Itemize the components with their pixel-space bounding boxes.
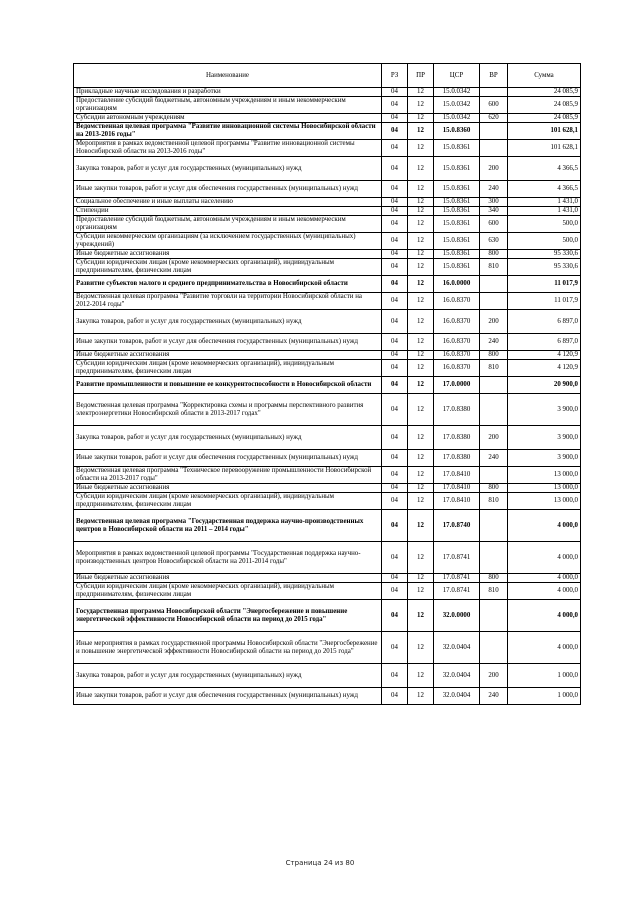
row-name: Иные закупки товаров, работ и услуг для обеспечения государственных (муниципальных) нужд	[74, 450, 382, 467]
header-name: Наименование	[74, 64, 382, 88]
row-rz: 04	[382, 97, 408, 114]
row-vr: 800	[480, 351, 508, 360]
row-rz: 04	[382, 600, 408, 632]
row-vr: 240	[480, 688, 508, 705]
row-rz: 04	[382, 88, 408, 97]
row-name: Иные бюджетные ассигнования	[74, 574, 382, 583]
row-rz: 04	[382, 467, 408, 484]
row-rz: 04	[382, 140, 408, 157]
row-csr: 16.0.0000	[434, 276, 480, 293]
table-row	[74, 583, 581, 600]
row-rz: 04	[382, 351, 408, 360]
row-vr: 810	[480, 493, 508, 510]
row-vr	[480, 510, 508, 542]
row-sum: 20 900,0	[508, 377, 581, 394]
table-row	[74, 157, 581, 181]
row-pr: 12	[408, 216, 434, 233]
row-csr: 17.0.8741	[434, 574, 480, 583]
row-sum: 4 000,0	[508, 600, 581, 632]
table-row	[74, 97, 581, 114]
header-pr: ПР	[408, 64, 434, 88]
row-sum: 11 017,9	[508, 293, 581, 310]
row-csr: 17.0.8741	[434, 542, 480, 574]
row-csr: 17.0.8380	[434, 426, 480, 450]
row-pr: 12	[408, 207, 434, 216]
row-rz: 04	[382, 450, 408, 467]
row-sum: 3 900,0	[508, 394, 581, 426]
row-vr: 600	[480, 97, 508, 114]
row-sum: 95 330,6	[508, 250, 581, 259]
row-name: Ведомственная целевая программа "Техническое перевооружение промышленности Новосибирской области на 2013-2017 годы"	[74, 467, 382, 484]
row-csr: 15.0.8360	[434, 123, 480, 140]
row-csr: 15.0.8361	[434, 259, 480, 276]
row-sum: 101 628,1	[508, 123, 581, 140]
row-pr: 12	[408, 140, 434, 157]
row-sum: 13 000,0	[508, 493, 581, 510]
row-sum: 4 000,0	[508, 583, 581, 600]
row-sum: 3 900,0	[508, 450, 581, 467]
row-sum: 4 120,9	[508, 351, 581, 360]
row-csr: 17.0.8410	[434, 484, 480, 493]
table-row	[74, 310, 581, 334]
header-vr: ВР	[480, 64, 508, 88]
table-header-row	[74, 64, 581, 88]
row-csr: 17.0.8410	[434, 467, 480, 484]
row-vr	[480, 293, 508, 310]
row-vr	[480, 542, 508, 574]
table-row	[74, 181, 581, 198]
row-name: Прикладные научные исследования и разработки	[74, 88, 382, 97]
row-name: Ведомственная целевая программа "Развитие инновационной системы Новосибирской области на 2013-2016 годы"	[74, 123, 382, 140]
row-name: Мероприятия в рамках ведомственной целевой программы "Государственная поддержка научно-производственных центров Новосибирской области на 2011-2014 годы"	[74, 542, 382, 574]
row-pr: 12	[408, 351, 434, 360]
row-name: Развитие промышленности и повышение ее конкурентоспособности в Новосибирской области	[74, 377, 382, 394]
row-name: Субсидии юридическим лицам (кроме некоммерческих организаций), индивидуальным предпринимателям, физическим лицам	[74, 493, 382, 510]
row-pr: 12	[408, 276, 434, 293]
row-vr: 200	[480, 310, 508, 334]
row-name: Иные закупки товаров, работ и услуг для обеспечения государственных (муниципальных) нужд	[74, 334, 382, 351]
row-name: Закупка товаров, работ и услуг для государственных (муниципальных) нужд	[74, 310, 382, 334]
row-pr: 12	[408, 394, 434, 426]
row-pr: 12	[408, 88, 434, 97]
row-name: Иные закупки товаров, работ и услуг для обеспечения государственных (муниципальных) нужд	[74, 688, 382, 705]
row-vr: 630	[480, 233, 508, 250]
row-rz: 04	[382, 123, 408, 140]
row-vr	[480, 140, 508, 157]
row-sum: 1 431,0	[508, 207, 581, 216]
row-sum: 1 000,0	[508, 664, 581, 688]
row-pr: 12	[408, 157, 434, 181]
row-rz: 04	[382, 216, 408, 233]
row-rz: 04	[382, 334, 408, 351]
row-rz: 04	[382, 426, 408, 450]
table-row	[74, 233, 581, 250]
row-pr: 12	[408, 688, 434, 705]
row-pr: 12	[408, 583, 434, 600]
row-name: Субсидии некоммерческим организациям (за исключением государственных (муниципальных) учреждений)	[74, 233, 382, 250]
row-csr: 16.0.8370	[434, 310, 480, 334]
table-row	[74, 664, 581, 688]
table-row	[74, 510, 581, 542]
row-csr: 32.0.0404	[434, 664, 480, 688]
row-rz: 04	[382, 493, 408, 510]
row-pr: 12	[408, 600, 434, 632]
row-sum: 95 330,6	[508, 259, 581, 276]
table-row	[74, 467, 581, 484]
row-rz: 04	[382, 293, 408, 310]
row-name: Стипендии	[74, 207, 382, 216]
row-csr: 17.0.8740	[434, 510, 480, 542]
row-name: Иные бюджетные ассигнования	[74, 351, 382, 360]
table-body	[74, 88, 581, 705]
row-rz: 04	[382, 360, 408, 377]
row-name: Иные бюджетные ассигнования	[74, 250, 382, 259]
row-csr: 17.0.0000	[434, 377, 480, 394]
row-csr: 15.0.8361	[434, 198, 480, 207]
row-pr: 12	[408, 426, 434, 450]
row-pr: 12	[408, 664, 434, 688]
header-rz: РЗ	[382, 64, 408, 88]
table-row	[74, 484, 581, 493]
row-vr: 810	[480, 360, 508, 377]
header-sum: Сумма	[508, 64, 581, 88]
row-pr: 12	[408, 233, 434, 250]
row-pr: 12	[408, 293, 434, 310]
row-rz: 04	[382, 574, 408, 583]
row-rz: 04	[382, 664, 408, 688]
row-rz: 04	[382, 276, 408, 293]
table-row	[74, 259, 581, 276]
table-row	[74, 351, 581, 360]
table-row	[74, 140, 581, 157]
row-csr: 15.0.0342	[434, 88, 480, 97]
row-sum: 13 000,0	[508, 467, 581, 484]
row-name: Государственная программа Новосибирской области "Энергосбережение и повышение энергетической эффективности Новосибирской области на период до 2015 года"	[74, 600, 382, 632]
table-row	[74, 360, 581, 377]
row-csr: 15.0.8361	[434, 157, 480, 181]
row-rz: 04	[382, 394, 408, 426]
table-row	[74, 250, 581, 259]
row-pr: 12	[408, 334, 434, 351]
row-sum: 4 000,0	[508, 574, 581, 583]
row-rz: 04	[382, 250, 408, 259]
row-vr: 800	[480, 574, 508, 583]
row-csr: 15.0.8361	[434, 250, 480, 259]
table-row	[74, 493, 581, 510]
row-name: Субсидии юридическим лицам (кроме некоммерческих организаций), индивидуальным предпринимателям, физическим лицам	[74, 259, 382, 276]
row-vr: 200	[480, 157, 508, 181]
row-name: Мероприятия в рамках ведомственной целевой программы "Развитие инновационной системы Новосибирской области на 2013-2016 годы"	[74, 140, 382, 157]
row-vr	[480, 123, 508, 140]
row-pr: 12	[408, 542, 434, 574]
table-row	[74, 207, 581, 216]
row-vr	[480, 632, 508, 664]
row-name: Предоставление субсидий бюджетным, автономным учреждениям и иным некоммерческим организациям	[74, 97, 382, 114]
table-row	[74, 198, 581, 207]
page-footer: Страница 24 из 80	[285, 859, 355, 867]
row-csr: 32.0.0404	[434, 688, 480, 705]
row-csr: 17.0.8380	[434, 450, 480, 467]
row-vr	[480, 600, 508, 632]
row-sum: 4 120,9	[508, 360, 581, 377]
table-row	[74, 114, 581, 123]
row-rz: 04	[382, 310, 408, 334]
row-name: Иные закупки товаров, работ и услуг для обеспечения государственных (муниципальных) нужд	[74, 181, 382, 198]
row-pr: 12	[408, 360, 434, 377]
row-pr: 12	[408, 114, 434, 123]
budget-table	[73, 63, 581, 705]
row-vr: 240	[480, 334, 508, 351]
row-name: Субсидии юридическим лицам (кроме некоммерческих организаций), индивидуальным предпринимателям, физическим лицам	[74, 360, 382, 377]
row-sum: 1 431,0	[508, 198, 581, 207]
row-csr: 16.0.8370	[434, 360, 480, 377]
row-pr: 12	[408, 259, 434, 276]
row-pr: 12	[408, 97, 434, 114]
row-csr: 16.0.8370	[434, 351, 480, 360]
row-csr: 15.0.8361	[434, 140, 480, 157]
row-vr: 800	[480, 250, 508, 259]
row-rz: 04	[382, 688, 408, 705]
row-name: Предоставление субсидий бюджетным, автономным учреждениям и иным некоммерческим организациям	[74, 216, 382, 233]
row-rz: 04	[382, 114, 408, 123]
row-sum: 4 000,0	[508, 510, 581, 542]
row-vr: 810	[480, 259, 508, 276]
row-csr: 15.0.0342	[434, 97, 480, 114]
row-name: Ведомственная целевая программа "Государственная поддержка научно-производственных центров в Новосибирской области на 2011 – 2014 годы"	[74, 510, 382, 542]
row-name: Закупка товаров, работ и услуг для государственных (муниципальных) нужд	[74, 157, 382, 181]
row-sum: 3 900,0	[508, 426, 581, 450]
row-sum: 24 085,9	[508, 88, 581, 97]
table-row	[74, 426, 581, 450]
row-name: Иные бюджетные ассигнования	[74, 484, 382, 493]
row-vr: 240	[480, 181, 508, 198]
row-name: Закупка товаров, работ и услуг для государственных (муниципальных) нужд	[74, 426, 382, 450]
row-vr: 620	[480, 114, 508, 123]
row-vr: 200	[480, 664, 508, 688]
row-name: Социальное обеспечение и иные выплаты населению	[74, 198, 382, 207]
row-vr: 810	[480, 583, 508, 600]
row-csr: 16.0.8370	[434, 293, 480, 310]
row-sum: 24 085,9	[508, 97, 581, 114]
row-name: Субсидии юридическим лицам (кроме некоммерческих организаций), индивидуальным предпринимателям, физическим лицам	[74, 583, 382, 600]
row-csr: 32.0.0000	[434, 600, 480, 632]
row-sum: 24 085,9	[508, 114, 581, 123]
row-pr: 12	[408, 377, 434, 394]
row-rz: 04	[382, 583, 408, 600]
row-vr: 200	[480, 426, 508, 450]
row-rz: 04	[382, 510, 408, 542]
row-pr: 12	[408, 450, 434, 467]
row-csr: 17.0.8410	[434, 493, 480, 510]
row-pr: 12	[408, 198, 434, 207]
row-pr: 12	[408, 181, 434, 198]
row-rz: 04	[382, 632, 408, 664]
row-vr	[480, 276, 508, 293]
row-pr: 12	[408, 250, 434, 259]
row-csr: 32.0.0404	[434, 632, 480, 664]
row-sum: 11 017,9	[508, 276, 581, 293]
table-row	[74, 394, 581, 426]
table-row	[74, 123, 581, 140]
row-csr: 15.0.8361	[434, 181, 480, 198]
row-pr: 12	[408, 310, 434, 334]
row-sum: 4 366,5	[508, 181, 581, 198]
row-pr: 12	[408, 467, 434, 484]
row-rz: 04	[382, 198, 408, 207]
row-rz: 04	[382, 259, 408, 276]
row-rz: 04	[382, 181, 408, 198]
table-row	[74, 600, 581, 632]
table-row	[74, 574, 581, 583]
row-sum: 6 897,0	[508, 310, 581, 334]
row-pr: 12	[408, 510, 434, 542]
row-sum: 500,0	[508, 216, 581, 233]
row-vr	[480, 377, 508, 394]
table-row	[74, 632, 581, 664]
row-sum: 500,0	[508, 233, 581, 250]
row-pr: 12	[408, 484, 434, 493]
row-csr: 16.0.8370	[434, 334, 480, 351]
row-vr	[480, 394, 508, 426]
table-row	[74, 450, 581, 467]
row-vr: 300	[480, 198, 508, 207]
row-vr: 600	[480, 216, 508, 233]
row-sum: 1 000,0	[508, 688, 581, 705]
row-vr: 800	[480, 484, 508, 493]
row-rz: 04	[382, 207, 408, 216]
row-name: Ведомственная целевая программа "Развитие торговли на территории Новосибирской области на 2012-2014 годы"	[74, 293, 382, 310]
row-pr: 12	[408, 123, 434, 140]
row-sum: 6 897,0	[508, 334, 581, 351]
row-sum: 101 628,1	[508, 140, 581, 157]
row-vr: 240	[480, 450, 508, 467]
row-pr: 12	[408, 632, 434, 664]
header-csr: ЦСР	[434, 64, 480, 88]
row-pr: 12	[408, 574, 434, 583]
table-row	[74, 542, 581, 574]
row-name: Закупка товаров, работ и услуг для государственных (муниципальных) нужд	[74, 664, 382, 688]
row-csr: 15.0.8361	[434, 216, 480, 233]
row-csr: 15.0.8361	[434, 207, 480, 216]
row-sum: 4 000,0	[508, 632, 581, 664]
row-rz: 04	[382, 484, 408, 493]
row-rz: 04	[382, 377, 408, 394]
row-pr: 12	[408, 493, 434, 510]
table-row	[74, 377, 581, 394]
table-row	[74, 88, 581, 97]
table-row	[74, 276, 581, 293]
row-csr: 17.0.8741	[434, 583, 480, 600]
row-sum: 13 000,0	[508, 484, 581, 493]
table-row	[74, 293, 581, 310]
row-vr	[480, 88, 508, 97]
row-rz: 04	[382, 233, 408, 250]
row-sum: 4 000,0	[508, 542, 581, 574]
table-row	[74, 216, 581, 233]
row-csr: 15.0.0342	[434, 114, 480, 123]
row-rz: 04	[382, 157, 408, 181]
table-row	[74, 334, 581, 351]
row-csr: 17.0.8380	[434, 394, 480, 426]
row-name: Ведомственная целевая программа "Корректировка схемы и программы перспективного развития электроэнергетики Новосибирской области в 2013-2017 годах"	[74, 394, 382, 426]
row-name: Субсидии автономным учреждениям	[74, 114, 382, 123]
row-sum: 4 366,5	[508, 157, 581, 181]
row-rz: 04	[382, 542, 408, 574]
row-name: Развитие субъектов малого и среднего предпринимательства в Новосибирской области	[74, 276, 382, 293]
row-vr: 340	[480, 207, 508, 216]
row-name: Иные мероприятия в рамках государственной программы Новосибирской области "Энергосбережение и повышение энергетической эффективности Новосибирской области на период до 2015 года"	[74, 632, 382, 664]
table-row	[74, 688, 581, 705]
row-vr	[480, 467, 508, 484]
row-csr: 15.0.8361	[434, 233, 480, 250]
